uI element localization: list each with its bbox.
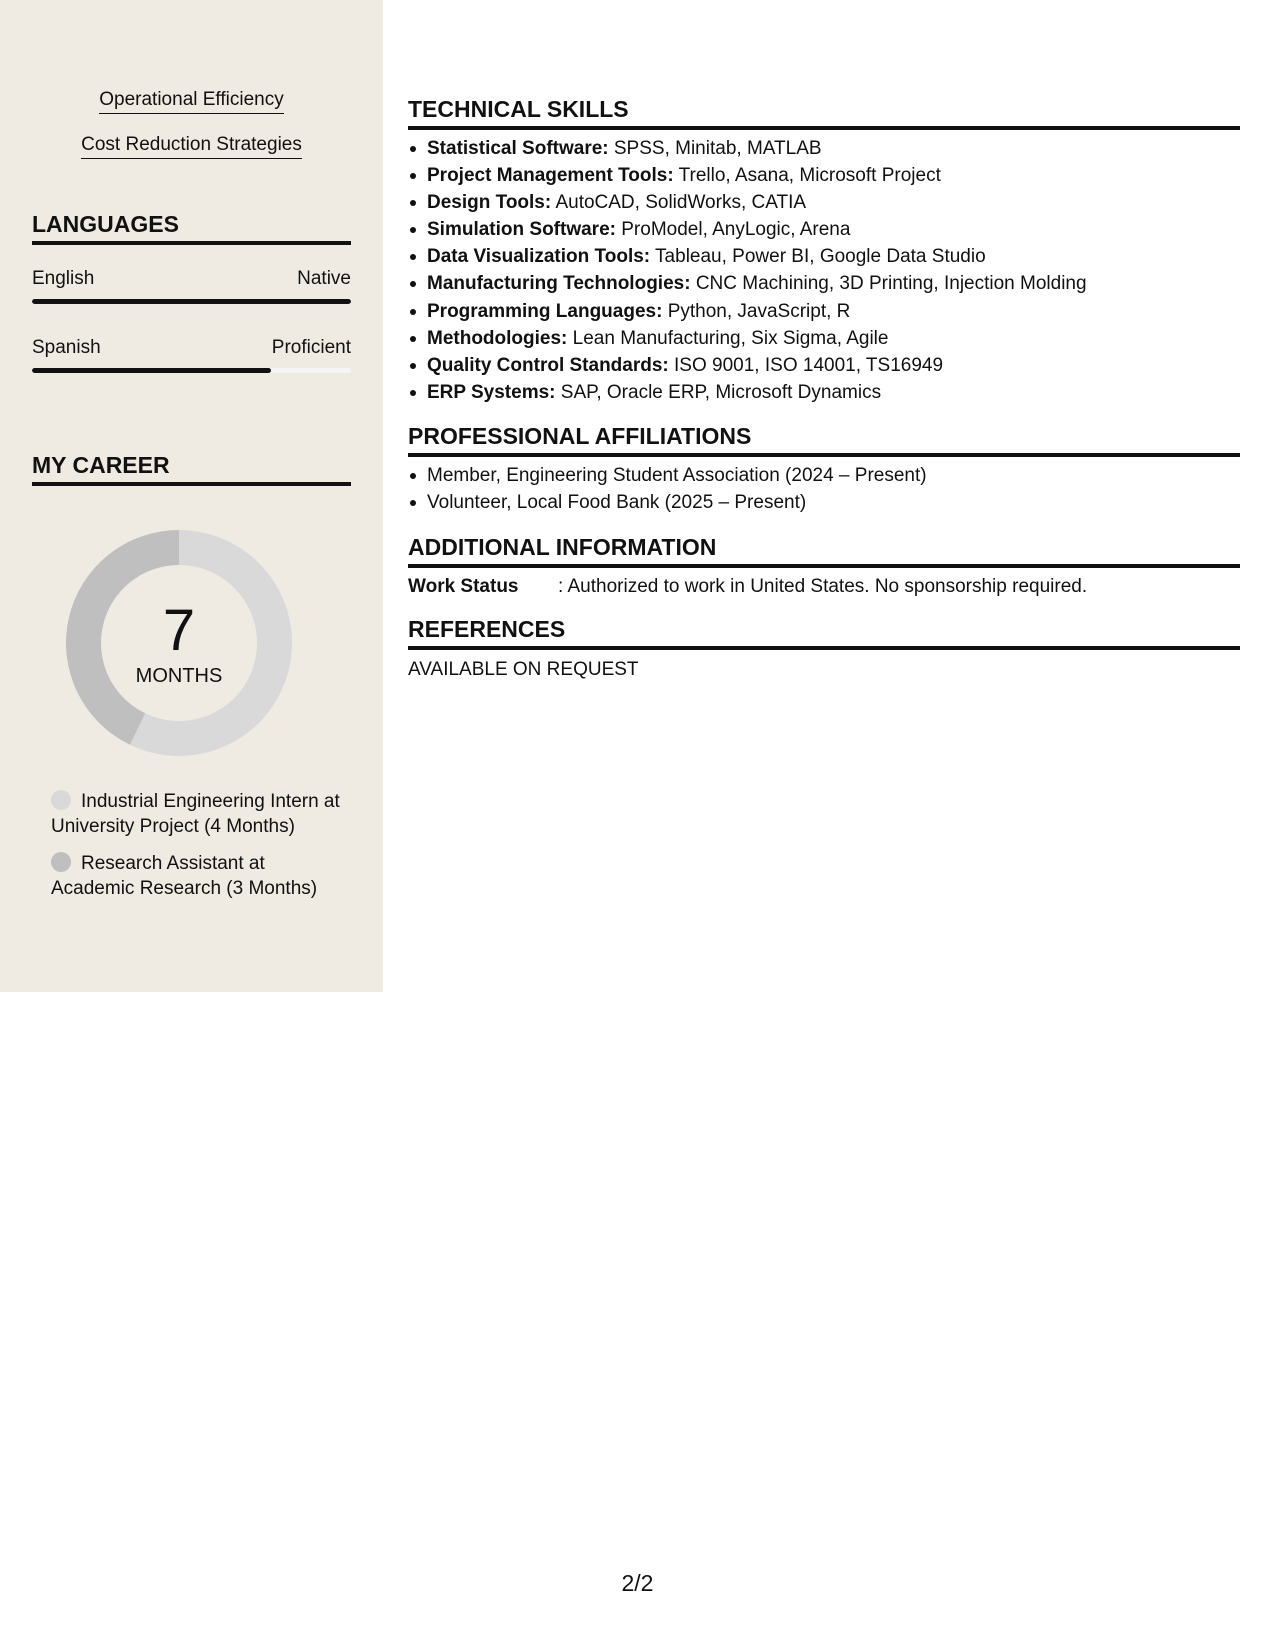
skill-values: CNC Machining, 3D Printing, Injection Molding	[690, 273, 1087, 295]
skill-values: ISO 9001, ISO 14001, TS16949	[668, 354, 944, 376]
languages-heading: LANGUAGES	[32, 209, 351, 245]
technical-skill-item	[408, 243, 1240, 270]
career-legend-item	[51, 851, 351, 901]
language-bar-english	[32, 299, 351, 304]
skill-values: SAP, Oracle ERP, Microsoft Dynamics	[555, 381, 882, 403]
technical-skill-item	[408, 325, 1240, 352]
skill-values: ProModel, AnyLogic, Arena	[615, 219, 851, 241]
skill-category: Statistical Software:	[427, 138, 609, 159]
skill-category: Manufacturing Technologies:	[427, 273, 691, 295]
skill-values: Python, JavaScript, R	[662, 300, 851, 322]
affiliation-item: Volunteer, Local Food Bank (2025 – Present)	[408, 489, 1240, 516]
technical-skill-item	[408, 298, 1240, 325]
sidebar	[0, 0, 383, 992]
skill-category: Simulation Software:	[427, 219, 616, 241]
career-legend-item	[51, 789, 351, 839]
skill-values: SPSS, Minitab, MATLAB	[608, 138, 822, 159]
language-level: Proficient	[271, 337, 351, 358]
language-name: Spanish	[32, 337, 101, 358]
language-name: English	[32, 268, 95, 289]
technical-skill-item	[408, 189, 1240, 216]
career-heading: MY CAREER	[32, 450, 351, 486]
affiliation-item: Member, Engineering Student Association (2024 – Present)	[408, 462, 1240, 489]
skill-category: Quality Control Standards:	[427, 354, 669, 376]
technical-skills-list	[408, 135, 1240, 406]
work-status-label: Work Status	[408, 576, 519, 597]
language-bar-spanish	[32, 368, 351, 373]
page-number: 2/2	[621, 1570, 654, 1596]
language-level: Native	[297, 268, 351, 289]
technical-skills-heading: TECHNICAL SKILLS	[408, 94, 1240, 130]
skill-category: Project Management Tools:	[427, 165, 674, 187]
skill-category: Data Visualization Tools:	[427, 246, 651, 268]
language-bar-fill	[32, 368, 271, 373]
skill-category: ERP Systems:	[427, 381, 556, 403]
technical-skill-item	[408, 216, 1240, 243]
technical-skill-item	[408, 270, 1240, 297]
legend-label: Research Assistant at Academic Research (3 Months)	[51, 853, 318, 899]
affiliations-heading: PROFESSIONAL AFFILIATIONS	[408, 421, 1240, 457]
technical-skill-item	[408, 135, 1240, 162]
references-text: AVAILABLE ON REQUEST	[408, 659, 639, 680]
technical-skill-item	[408, 379, 1240, 406]
career-total-value: 7	[162, 598, 196, 663]
legend-swatch	[51, 790, 71, 810]
career-total-unit: MONTHS	[135, 665, 223, 687]
skill-category: Methodologies:	[427, 327, 568, 349]
skill-category: Programming Languages:	[427, 300, 663, 322]
skill-category: Design Tools:	[427, 192, 552, 214]
references-heading: REFERENCES	[408, 614, 1240, 650]
strength-item: Cost Reduction Strategies	[0, 133, 383, 159]
skill-values: Trello, Asana, Microsoft Project	[673, 165, 941, 187]
legend-label: Industrial Engineering Intern at University Project (4 Months)	[51, 791, 340, 837]
language-row-spanish	[32, 336, 351, 360]
skill-values: AutoCAD, SolidWorks, CATIA	[551, 192, 807, 214]
language-row-english	[32, 267, 351, 291]
work-status-value: : Authorized to work in United States. No sponsorship required.	[558, 576, 1088, 597]
strength-item: Operational Efficiency	[0, 88, 383, 114]
technical-skill-item	[408, 352, 1240, 379]
affiliations-list	[408, 462, 1240, 516]
skill-values: Lean Manufacturing, Six Sigma, Agile	[567, 327, 889, 349]
skill-values: Tableau, Power BI, Google Data Studio	[650, 246, 986, 268]
additional-info-heading: ADDITIONAL INFORMATION	[408, 532, 1240, 568]
legend-swatch	[51, 852, 71, 872]
technical-skill-item	[408, 162, 1240, 189]
language-bar-fill	[32, 299, 351, 304]
